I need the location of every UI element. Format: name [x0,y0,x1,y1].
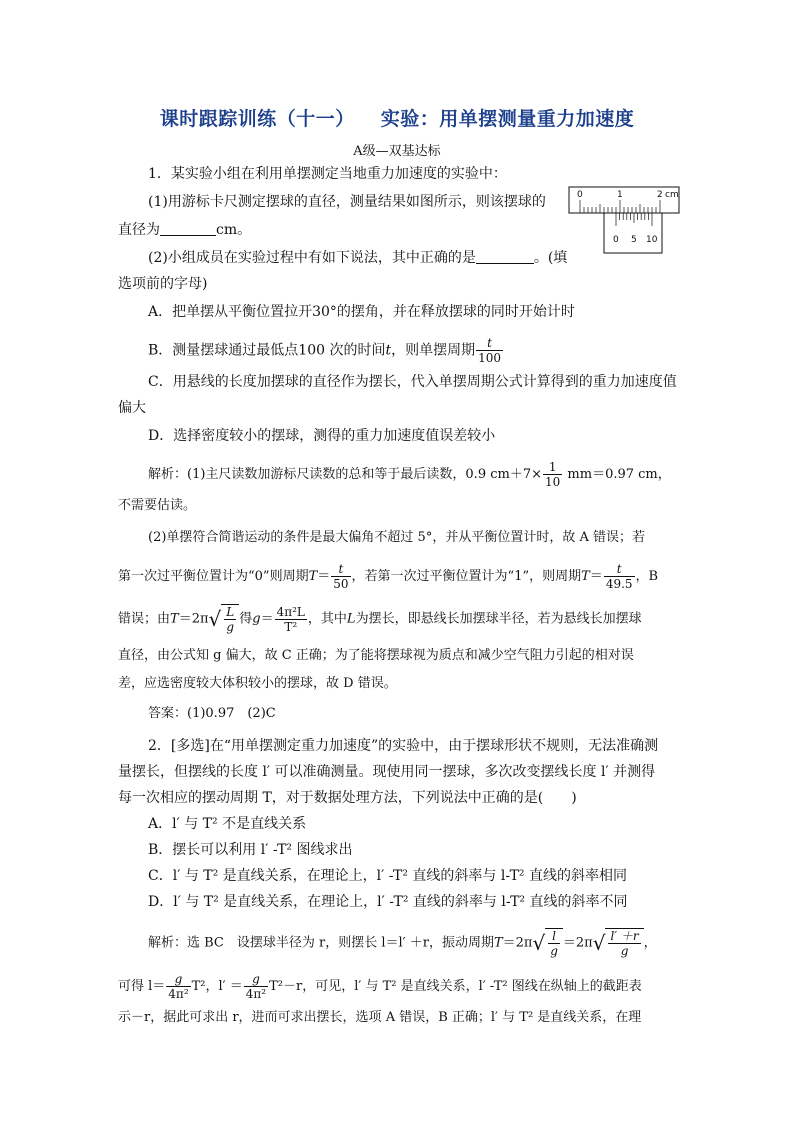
vernier-scale-frame [604,213,662,253]
q1-stem: 1．某实验小组在利用单摆测定当地重力加速度的实验中： [148,166,507,182]
period-fraction-50 [331,562,350,591]
q2-sol-2pi-1: ＝2π [502,935,533,951]
q1-solution-2d: 直径，由公式知 g 偏大，故 C 正确；为了能将摆球视为质点和减少空气阻力引起的相对误 [118,648,634,663]
tenth-fraction [543,460,562,489]
q2-option-d: D．l′ 与 T² 是直线关系，在理论上，l′ -T² 直线的斜率与 l-T² 直线的斜率不同 [148,894,628,910]
q1-option-b [148,336,504,365]
q2-sol-T: T [493,935,503,951]
q1-part1-line2 [118,220,251,240]
sol2-c3: ，其中 [307,611,347,627]
vernier-scale-ticks [616,213,652,226]
fraction-denominator: T² [284,619,298,634]
q1-part2-pre: (2)小组成员在实验过程中有如下说法，其中正确的是 [148,250,476,266]
vernier-label-10: 10 [646,235,658,245]
q1-solution-1 [148,460,671,489]
g-over-4pi2-fraction-1 [166,972,190,1001]
q1-part1-line1: (1)用游标卡尺测定摆球的直径，测量结果如图所示，则该摆球的 [148,194,546,210]
fraction-numerator: t [604,562,635,577]
fraction-numerator: 1 [543,460,562,475]
sqrt-l-over-g: √ $\frac{l}{g}$ [532,928,562,958]
answer-blank-2 [476,249,534,264]
sol2-b1: 第一次过平衡位置计为“0”则周期 [118,569,309,584]
q2-sol-end: ， [643,935,657,951]
vernier-label-0: 0 [613,235,619,245]
q1-option-a: A．把单摆从平衡位置拉开30°的摆角，并在释放摆球的同时开始计时 [148,304,575,320]
q2-option-c: C．l′ 与 T² 是直线关系，在理论上，l′ -T² 直线的斜率与 l-T² 直线的斜率相同 [148,868,627,884]
q2-sol-b3: T²－r，可见，l′ 与 T² 是直线关系，l′ -T² 图线在纵轴上的截距表 [269,979,642,994]
period-fraction [476,336,503,365]
answer-blank-1 [160,221,216,236]
fraction-denominator: 10 [545,475,561,489]
fraction-denominator: 4π² [168,987,189,1001]
sol2-c-2pi: ＝2π [178,611,209,627]
fraction-numerator: 4π²L [276,604,305,619]
q1-part2-line1 [148,248,567,268]
q1-part2-post: 。(填 [533,250,568,266]
sol2-b2: ，若第一次过平衡位置计为“1”，则周期 [351,569,582,584]
q2-option-a: A．l′ 与 T² 不是直线关系 [148,816,307,832]
q1-option-b-mid: ，则单摆周期 [391,342,476,359]
fraction-numerator: t [331,562,350,577]
sol2-c-L: L [346,611,356,627]
q1-part2-line2: 选项前的字母) [118,276,208,292]
main-scale-unit: cm [665,190,679,200]
q2-stem-line3: 每一次相应的摆动周期 T，对于数据处理方法，下列说法中正确的是( ) [118,790,577,806]
fraction-denominator: 100 [478,351,502,365]
fraction-denominator: g [620,944,629,958]
q1-part1-pre: 直径为 [118,222,160,238]
sol2-c4: 为摆长，即悬线长加摆球半径，若为悬线长加摆球 [355,611,642,627]
sqrt-lprime-plus-r-over-g: √ $\frac{l' +r}{g}$ [593,928,644,958]
fraction-numerator: L [226,605,235,619]
q2-stem-line2: 量摆长，但摆线的长度 l′ 可以准确测量。现使用同一摆球，多次改变摆线长度 l′ 并测得 [118,764,656,780]
q2-sol-b1: 可得 l＝ [118,979,166,994]
q2-sol-a1: 解析：选 BC 设摆球半径为 r，则摆长 l＝l′ ＋r，振动周期 [148,935,494,951]
fraction-numerator: l′ ＋r [610,929,639,943]
fraction-numerator: g [244,972,268,987]
main-scale-label-0: 0 [577,190,583,200]
q2-sol-b2: T²，l′ ＝ [191,979,243,994]
q1-option-c-line2: 偏大 [118,400,146,416]
main-scale-label-1: 1 [617,190,623,200]
sol2-b3: ，B [635,569,659,584]
sol2-c2: 得 [239,611,253,627]
vernier-label-5: 5 [631,235,637,245]
q1-option-b-pre: B．测量摆球通过最低点100 次的时间 [148,342,386,359]
fraction-denominator: 49.5 [605,577,633,591]
fraction-denominator: g [550,944,558,958]
sol2-T: T [308,569,318,584]
fraction-denominator: 50 [333,577,349,591]
main-scale-label-2: 2 [657,190,663,200]
q1-solution-2b [118,562,658,591]
fraction-numerator: t [476,336,503,351]
q1-answer: 答案：(1)0.97 (2)C [148,706,276,721]
g-over-4pi2-fraction-2 [244,972,268,1001]
fraction-numerator: g [166,972,190,987]
period-fraction-49-5 [604,562,635,591]
sol2-c-T: T [170,611,179,627]
vernier-caliper-figure [568,186,680,254]
q1-part1-post: cm。 [216,222,252,238]
sqrt-L-over-g: √ $\frac{L}{g}$ [209,604,240,634]
q1-sol1-post: mm＝0.97 cm， [563,467,671,482]
page-title [0,104,794,131]
g-formula-fraction [275,605,307,634]
q2-solution-line2 [118,972,642,1001]
q1-solution-2e: 差，应选密度较大体积较小的摆球，故 D 错误。 [118,676,397,691]
q1-solution-2c [118,604,642,634]
title-main: 课时跟踪训练（十一） [159,108,355,130]
q1-solution-2a: (2)单摆符合简谐运动的条件是最大偏角不超过 5°，并从平衡位置计时，故 A 错误；若 [148,530,645,545]
sol2-T2: T [581,569,590,584]
q2-sol-2pi-2: ＝2π [562,935,593,951]
main-scale-ticks [580,200,660,213]
q2-solution-line1 [148,928,657,958]
sol2-eq2: ＝ [589,569,603,584]
q1-solution-1b: 不需要估读。 [118,498,197,513]
q1-option-d: D．选择密度较小的摆球，测得的重力加速度值误差较小 [148,428,496,444]
sol2-eq1: ＝ [317,569,331,584]
q1-option-c-line1: C．用悬线的长度加摆球的直径作为摆长，代入单摆周期公式计算得到的重力加速度值 [148,374,677,390]
sol2-c-g: g [252,611,261,627]
q2-option-b: B．摆长可以利用 l′ -T² 图线求出 [148,842,353,858]
level-heading: A级—双基达标 [353,144,441,159]
fraction-denominator: g [226,620,235,634]
q2-stem-line1: 2．[多选]在“用单摆测定重力加速度”的实验中，由于摆球形状不规则，无法准确测 [148,738,659,754]
title-sub: 实验：用单摆测量重力加速度 [380,108,635,130]
q2-solution-line3: 示－r，据此可求出 r，进而可求出摆长，选项 A 错误，B 正确；l′ 与 T² 是直线关系，在理 [118,1010,642,1025]
q1-sol1-pre: 解析：(1)主尺读数加游标尺读数的总和等于最后读数，0.9 cm＋7× [148,467,542,482]
sol2-c1: 错误；由 [118,611,171,627]
sol2-c-eq: ＝ [260,611,274,627]
fraction-denominator: 4π² [245,987,267,1001]
fraction-numerator: l [548,929,560,944]
q1-option-b-t: t [385,342,392,359]
